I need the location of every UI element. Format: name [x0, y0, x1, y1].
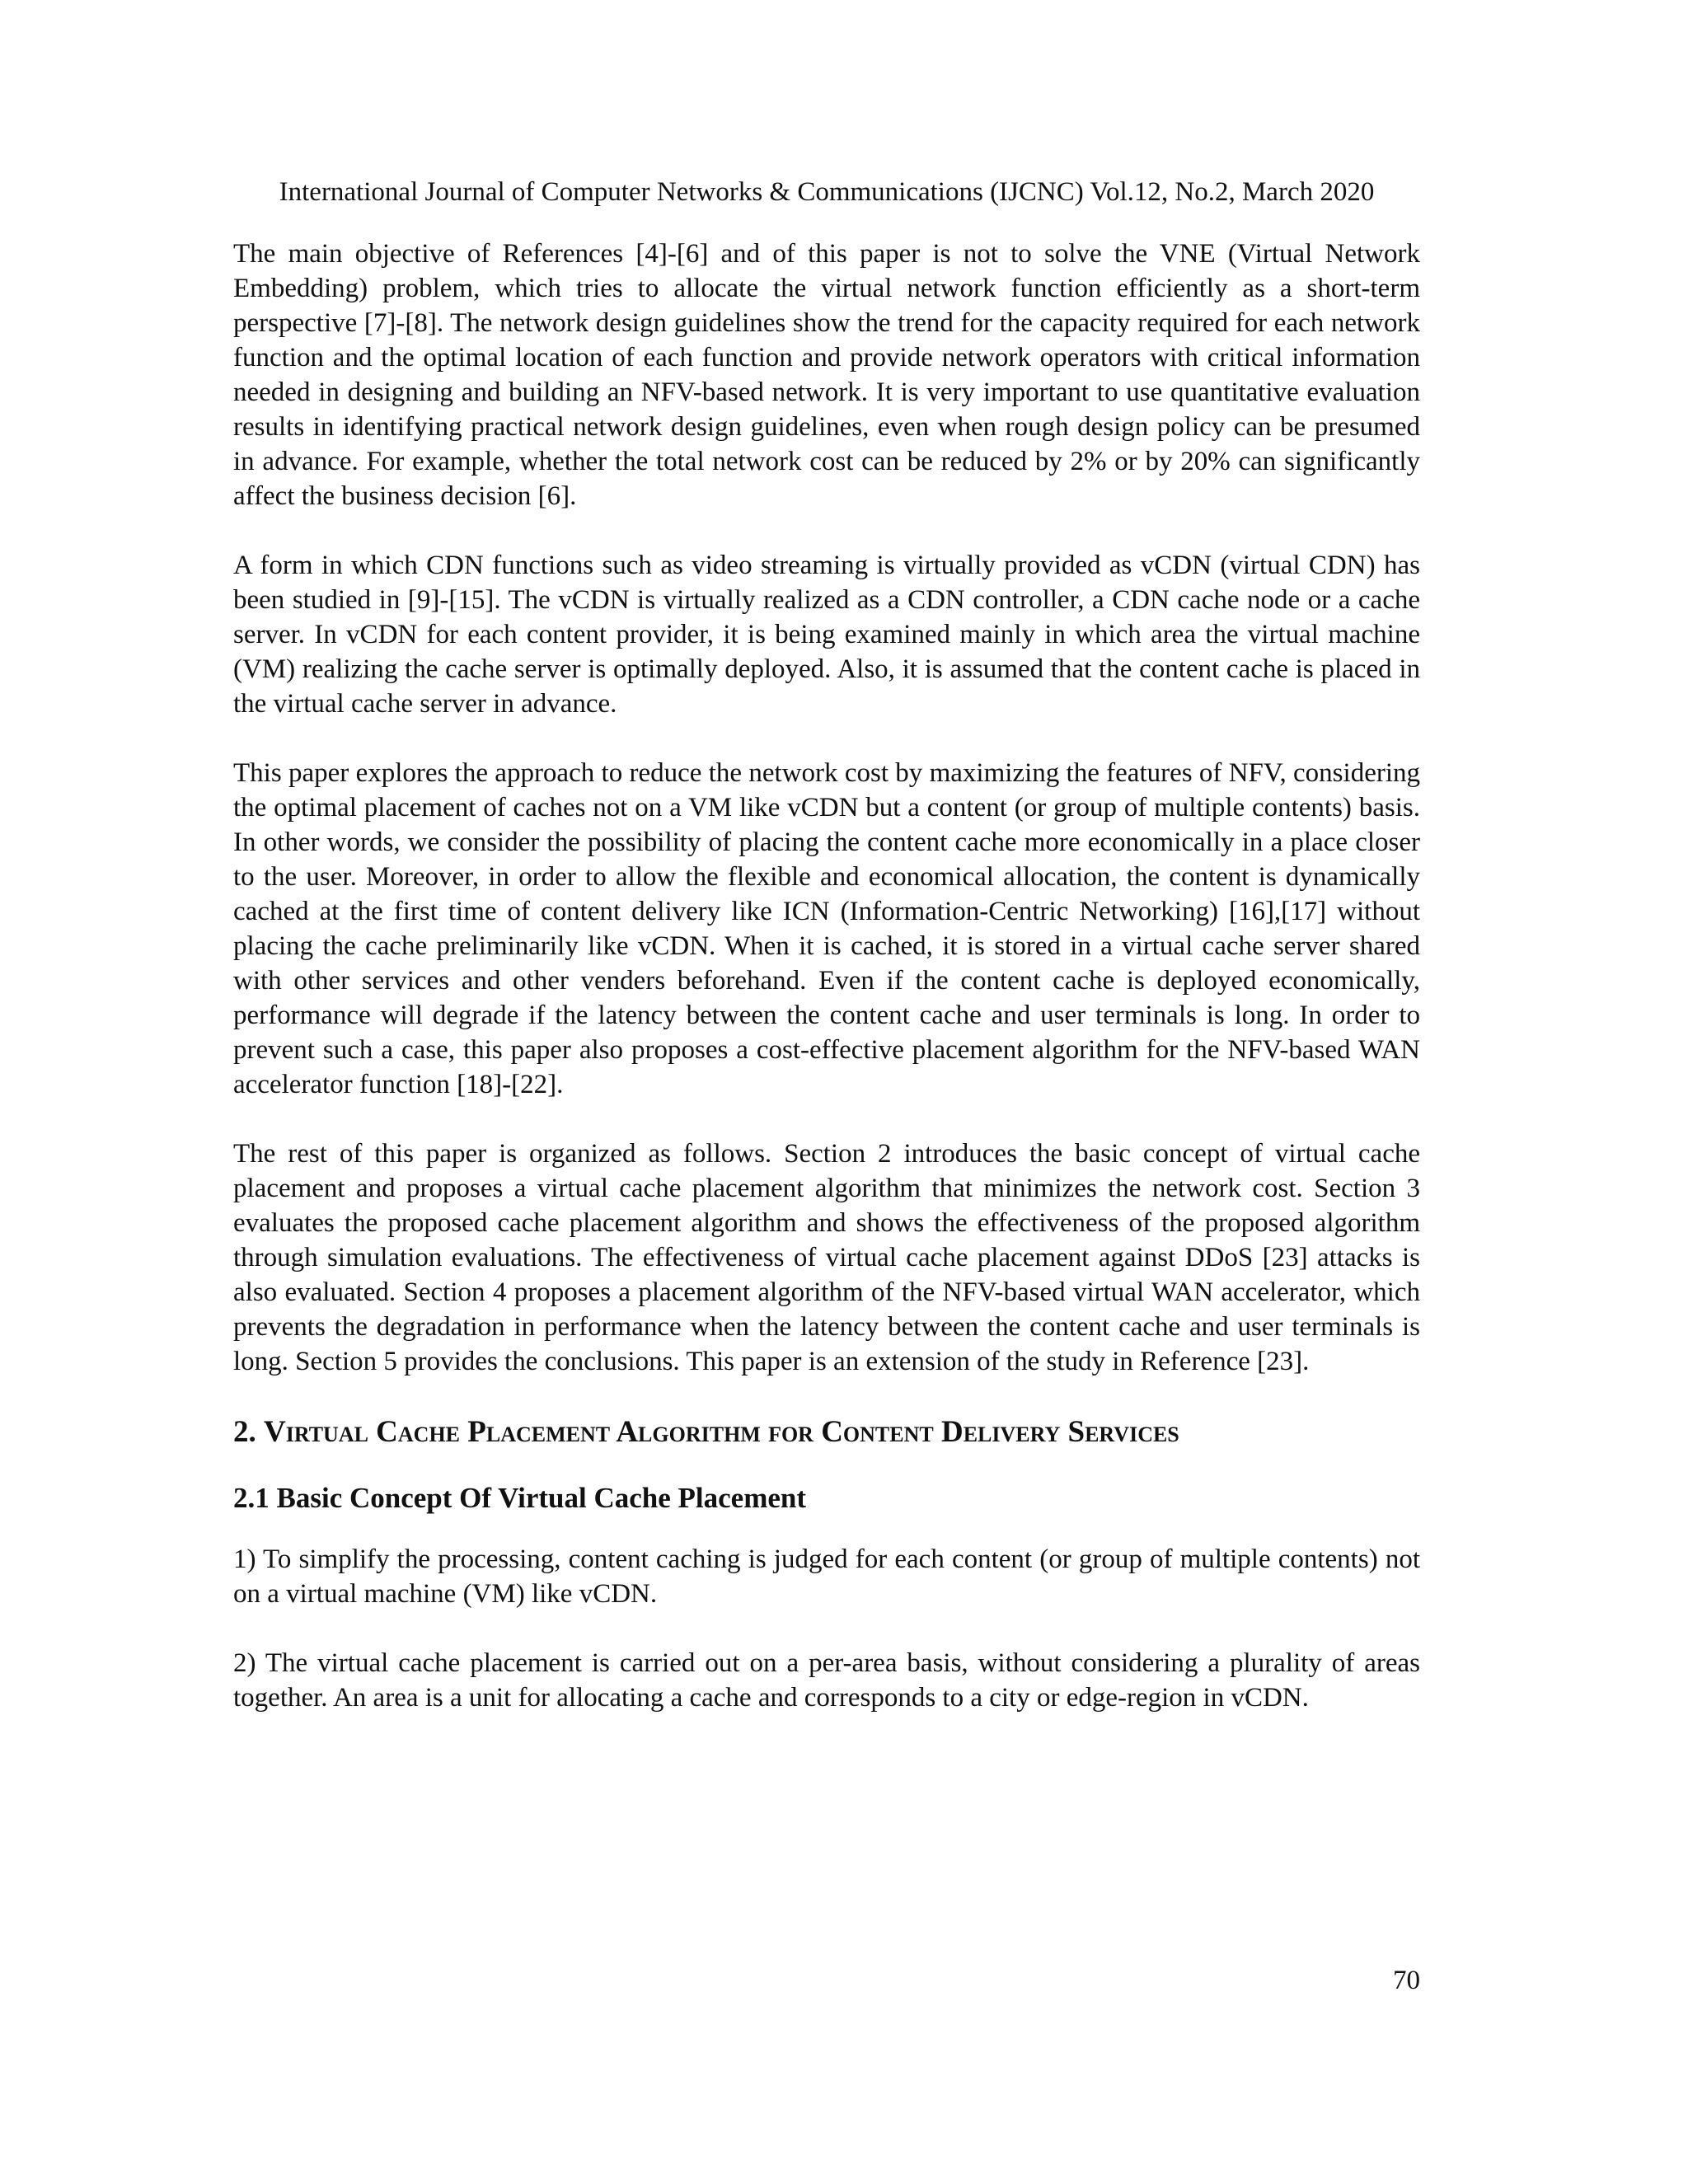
paragraph-vcdn: A form in which CDN functions such as video streaming is virtually provided as vCDN (virtual CDN) has been studied in [9]-[15]. The vCDN is virtually realized as a CDN controller, a CDN cache node or a cache server. In vCDN for each content provider, it is being examined mainly in which area the virtual machine (VM) realizing the cache server is optimally deployed. Also, it is assumed that the content cache is placed in the virtual cache server in advance.: [233, 551, 1420, 719]
list-item-1: 1) To simplify the processing, content caching is judged for each content (or group of multiple contents) not on a virtual machine (VM) like vCDN.: [233, 1544, 1420, 1609]
section-number: 2.: [233, 1415, 256, 1449]
paragraph-objective: The main objective of References [4]-[6] and of this paper is not to solve the VNE (Virtual Network Embedding) problem, which tries to allocate the virtual network function efficiently as a short-term perspective [7]-[8]. The network design guidelines show the trend for the capacity required for each network function and the optimal location of each function and provide network operators with critical information needed in designing and building an NFV-based network. It is very important to use quantitative evaluation results in identifying practical network design guidelines, even when rough design policy can be presumed in advance. For example, whether the total network cost can be reduced by 2% or by 20% can significantly affect the business decision [6].: [233, 239, 1420, 511]
paragraph-organization: The rest of this paper is organized as follows. Section 2 introduces the basic concept of virtual cache placement and proposes a virtual cache placement algorithm that minimizes the network cost. Section 3 evaluates the proposed cache placement algorithm and shows the effectiveness of the proposed algorithm through simulation evaluations. The effectiveness of virtual cache placement against DDoS [23] attacks is also evaluated. Section 4 proposes a placement algorithm of the NFV-based virtual WAN accelerator, which prevents the degradation in performance when the latency between the content cache and user terminals is long. Section 5 provides the conclusions. This paper is an extension of the study in Reference [23].: [233, 1139, 1420, 1376]
list-item-2: 2) The virtual cache placement is carried out on a per-area basis, without considering a plurality of areas together. An area is a unit for allocating a cache and corresponds to a city or edge-region in vCDN.: [233, 1648, 1420, 1713]
running-header: International Journal of Computer Networks & Communications (IJCNC) Vol.12, No.2, March 2020: [279, 177, 1375, 207]
body-text: [233, 237, 1420, 1750]
paragraph-approach: This paper explores the approach to reduce the network cost by maximizing the features of NFV, considering the optimal placement of caches not on a VM like vCDN but a content (or group of multiple contents) basis. In other words, we consider the possibility of placing the content cache more economically in a place closer to the user. Moreover, in order to allow the flexible and economical allocation, the content is dynamically cached at the first time of content delivery like ICN (Information-Centric Networking) [16],[17] without placing the cache preliminarily like vCDN. When it is cached, it is stored in a virtual cache server shared with other services and other venders beforehand. Even if the content cache is deployed economically, performance will degrade if the latency between the content cache and user terminals is long. In order to prevent such a case, this paper also proposes a cost-effective placement algorithm for the NFV-based WAN accelerator function [18]-[22].: [233, 758, 1420, 1099]
subsection-heading: 2.1 Basic Concept Of Virtual Cache Placement: [233, 1482, 807, 1514]
page-number: 70: [1393, 1966, 1420, 1995]
section-heading: [233, 1413, 1420, 1451]
section-title: Virtual Cache Placement Algorithm for Content Delivery Services: [264, 1415, 1179, 1449]
